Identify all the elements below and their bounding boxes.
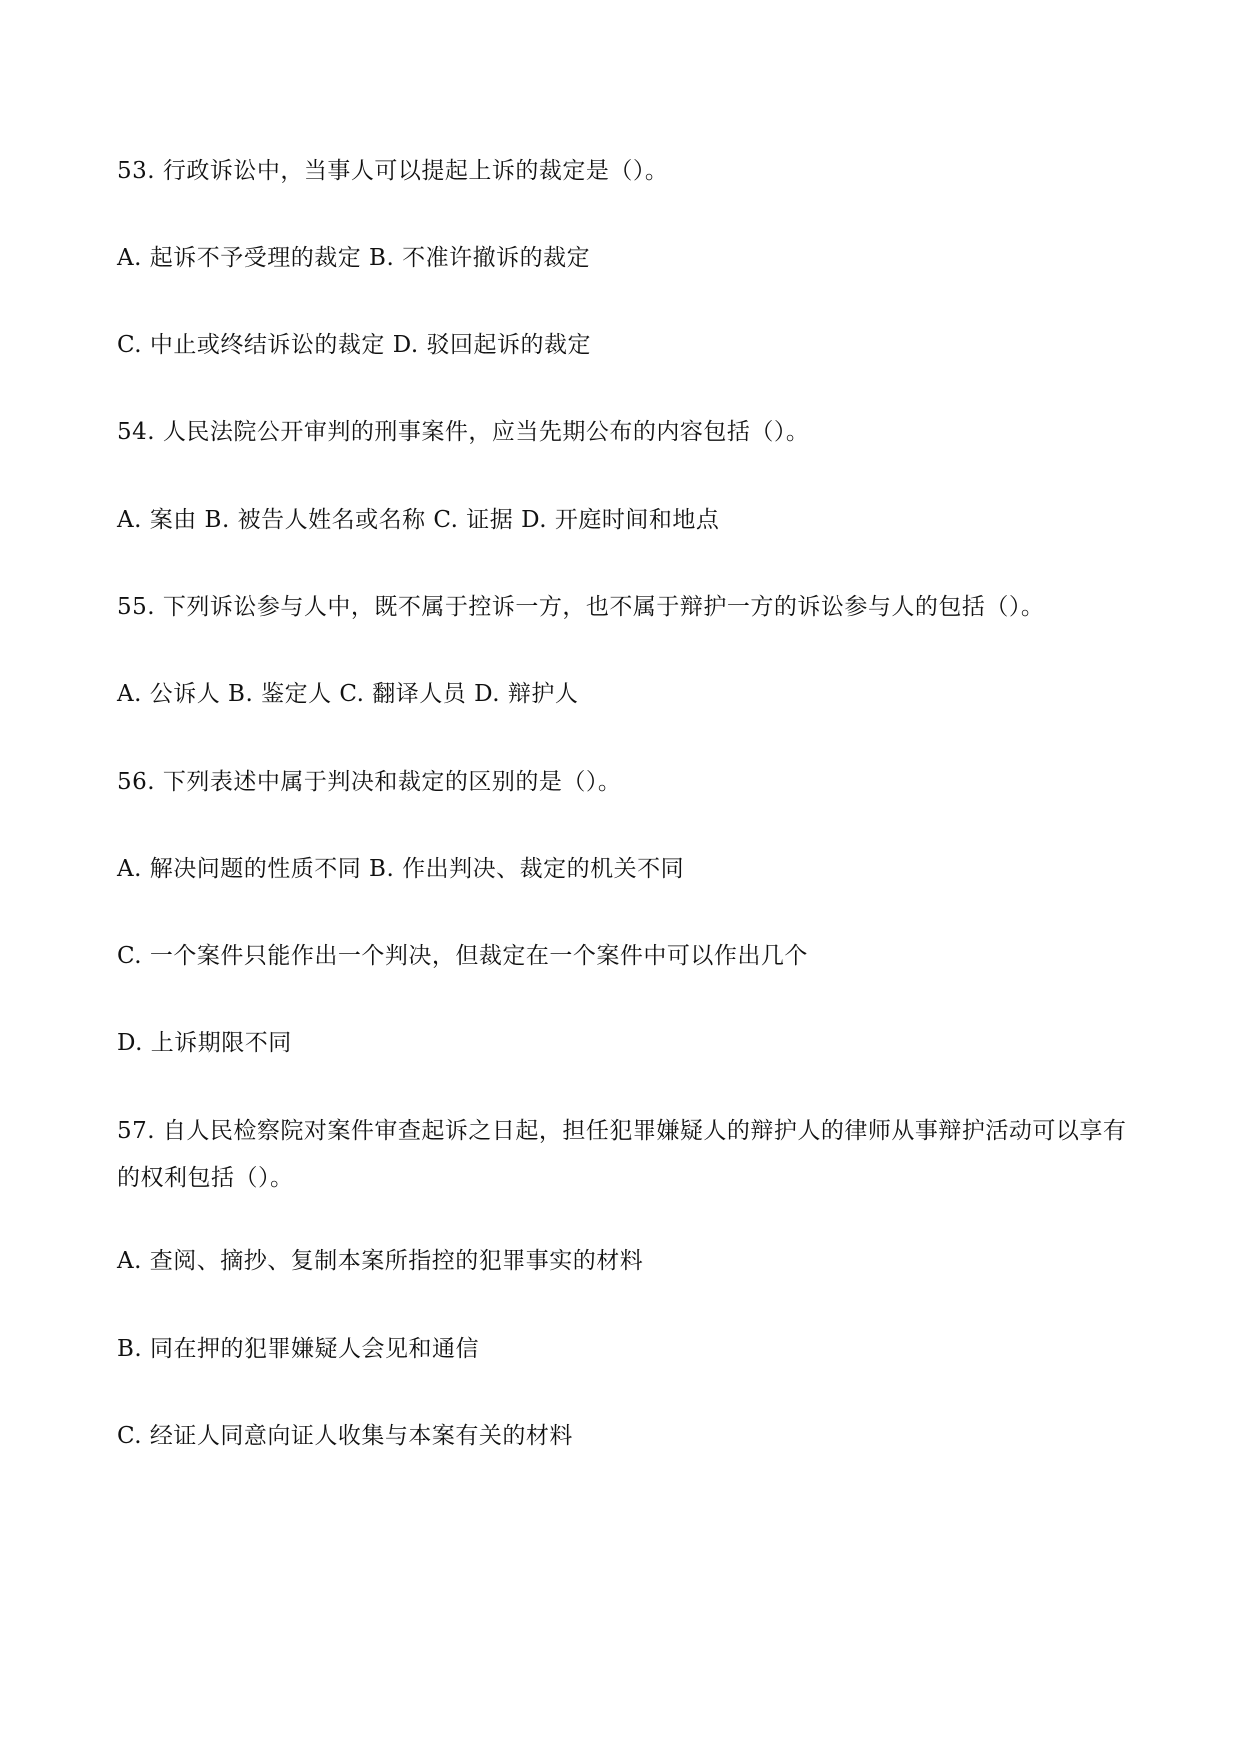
question-56-option-line-1: A. 解决问题的性质不同 B. 作出判决、裁定的机关不同 xyxy=(117,856,685,882)
question-53-stem: 53. 行政诉讼中，当事人可以提起上诉的裁定是（）。 xyxy=(117,158,669,184)
question-56-stem: 56. 下列表述中属于判决和裁定的区别的是（）。 xyxy=(117,769,622,795)
question-56-option-line-3: D. 上诉期限不同 xyxy=(117,1030,292,1056)
question-53-option-line-2: C. 中止或终结诉讼的裁定 D. 驳回起诉的裁定 xyxy=(117,332,591,358)
question-57-option-line-1: A. 查阅、摘抄、复制本案所指控的犯罪事实的材料 xyxy=(117,1248,644,1274)
question-57-stem: 57. 自人民检察院对案件审查起诉之日起，担任犯罪嫌疑人的辩护人的律师从事辩护活动可以享有的权利包括（）。 xyxy=(117,1118,1127,1191)
question-54-option-line-1: A. 案由 B. 被告人姓名或名称 C. 证据 D. 开庭时间和地点 xyxy=(117,507,720,533)
question-55-option-line-1: A. 公诉人 B. 鉴定人 C. 翻译人员 D. 辩护人 xyxy=(117,681,579,707)
question-57-option-line-2: B. 同在押的犯罪嫌疑人会见和通信 xyxy=(117,1336,480,1362)
question-56-option-line-2: C. 一个案件只能作出一个判决，但裁定在一个案件中可以作出几个 xyxy=(117,943,808,969)
question-54-stem: 54. 人民法院公开审判的刑事案件，应当先期公布的内容包括（）。 xyxy=(117,419,810,445)
question-55-stem: 55. 下列诉讼参与人中，既不属于控诉一方，也不属于辩护一方的诉讼参与人的包括（）。 xyxy=(117,594,1045,620)
question-57-option-line-3: C. 经证人同意向证人收集与本案有关的材料 xyxy=(117,1423,573,1449)
question-53-option-line-1: A. 起诉不予受理的裁定 B. 不准许撤诉的裁定 xyxy=(117,245,591,271)
